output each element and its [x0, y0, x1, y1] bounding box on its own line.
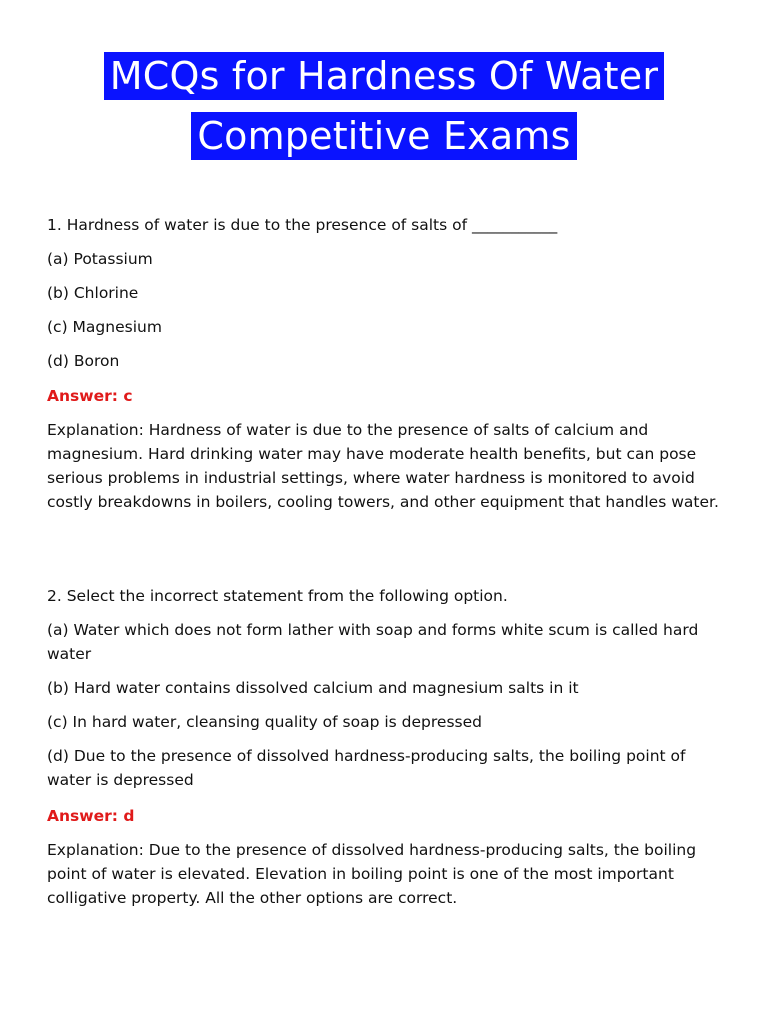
question-1-answer: Answer: c: [47, 387, 133, 405]
question-1-option-a: (a) Potassium: [47, 250, 153, 268]
page-title-line-1: MCQs for Hardness Of Water: [104, 52, 664, 100]
question-1-option-c: (c) Magnesium: [47, 318, 162, 336]
question-2-explanation: Explanation: Due to the presence of dissolved hardness-producing salts, the boiling point of water is elevated. Elevation in boiling point is one of the most important colligative property. All the other options are correct.: [47, 841, 697, 907]
question-2-option-b: (b) Hard water contains dissolved calcium and magnesium salts in it: [47, 679, 579, 697]
question-2-answer: Answer: d: [47, 807, 135, 825]
question-1-text: 1. Hardness of water is due to the presence of salts of ___________: [47, 216, 558, 234]
question-1-option-b: (b) Chlorine: [47, 284, 139, 302]
question-2-text: 2. Select the incorrect statement from the following option.: [47, 587, 508, 605]
question-2-option-c: (c) In hard water, cleansing quality of soap is depressed: [47, 713, 482, 731]
question-1-explanation: Explanation: Hardness of water is due to the presence of salts of calcium and magnesium. Hard drinking water may have moderate health benefits, but can pose serious problems in industrial settings, where water hardness is monitored to avoid costly breakdowns in boilers, cooling towers, and other equipment that handles water.: [47, 421, 719, 511]
question-2-option-d: (d) Due to the presence of dissolved hardness-producing salts, the boiling point of water is depressed: [47, 747, 686, 789]
question-1-option-d: (d) Boron: [47, 352, 120, 370]
question-2-option-a: (a) Water which does not form lather with soap and forms white scum is called hard water: [47, 621, 699, 663]
page-title-line-2: Competitive Exams: [191, 112, 576, 160]
